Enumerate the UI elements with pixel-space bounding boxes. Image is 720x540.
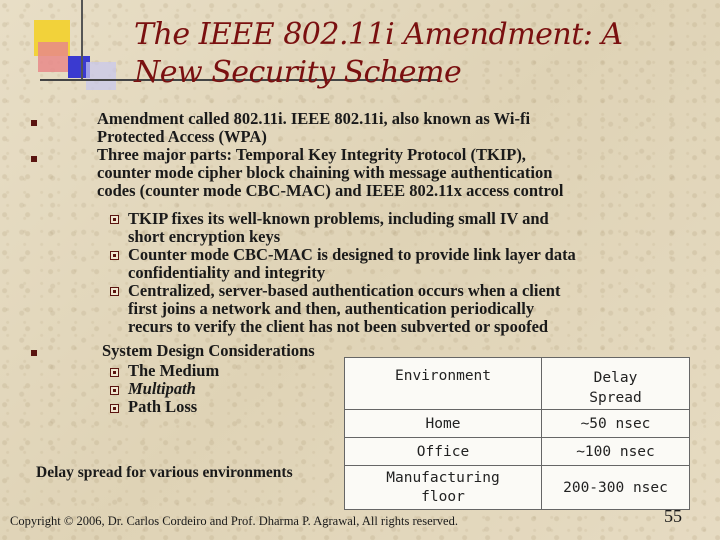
- text-line: short encryption keys: [128, 226, 281, 246]
- table-cell: [345, 438, 542, 466]
- title-line-1: The IEEE 802.11i Amendment: A: [134, 17, 623, 52]
- header-text: Environment: [394, 368, 492, 384]
- table-row: [345, 466, 690, 510]
- sub-bullet-marker: [110, 287, 119, 296]
- table-cell: [345, 410, 542, 438]
- page-title: [134, 16, 694, 92]
- header-text: Spread: [589, 390, 642, 406]
- text-line: System Design Considerations: [102, 341, 315, 360]
- text-line: codes (counter mode CBC-MAC) and IEEE 802.11x access control: [97, 180, 564, 200]
- bullet-marker: [31, 120, 37, 126]
- sub-bullet-marker: [110, 386, 119, 395]
- text-line: confidentiality and integrity: [128, 262, 326, 282]
- sub-bullet-pathloss: [128, 398, 197, 416]
- sub-bullet-ccm: [128, 246, 576, 282]
- table-caption: Delay spread for various environments: [36, 464, 293, 481]
- bullet-3-text: [102, 342, 315, 360]
- sub-bullet-marker: [110, 215, 119, 224]
- bullet-marker: [31, 156, 37, 162]
- text-line: Three major parts: Temporal Key Integrity Protocol (TKIP),: [97, 145, 526, 164]
- deco-red-square: [38, 42, 68, 72]
- text-line: Amendment called 802.11i. IEEE 802.11i, also known as Wi-fi: [97, 109, 531, 128]
- sub-bullet-marker: [110, 404, 119, 413]
- text-line: counter mode cipher block chaining with message authentication: [97, 162, 553, 182]
- copyright-footer: Copyright © 2006, Dr. Carlos Cordeiro and Prof. Dharma P. Agrawal, All rights reserved.: [10, 514, 458, 528]
- sub-bullet-marker: [110, 368, 119, 377]
- cell-text: floor: [421, 488, 465, 505]
- table-cell: [542, 466, 690, 510]
- cell-text: Office: [416, 443, 470, 460]
- bullet-1-text: [97, 110, 530, 146]
- sub-bullet-medium: [128, 362, 219, 380]
- cell-text: ~100 nsec: [576, 443, 655, 460]
- table-cell: [542, 410, 690, 438]
- delay-spread-table: [344, 357, 690, 510]
- page-number: 55: [664, 506, 682, 526]
- bullet-2-text: [97, 146, 563, 199]
- cell-text: Manufacturing: [386, 469, 500, 486]
- text-line: first joins a network and then, authentication periodically: [128, 298, 535, 318]
- deco-light-square: [86, 62, 116, 90]
- cell-text: Home: [425, 415, 461, 432]
- table-cell: [542, 438, 690, 466]
- text-line: Counter mode CBC-MAC is designed to provide link layer data: [128, 245, 576, 264]
- text-line: TKIP fixes its well-known problems, including small IV and: [128, 209, 549, 228]
- text-line: Protected Access (WPA): [97, 126, 267, 146]
- sub-bullet-marker: [110, 251, 119, 260]
- header-environment: [345, 358, 542, 410]
- title-vertical-rule: [81, 0, 83, 80]
- text-line: The Medium: [128, 361, 220, 380]
- title-line-2: New Security Scheme: [134, 55, 462, 90]
- cell-text: 200-300 nsec: [563, 479, 668, 496]
- table-row: [345, 438, 690, 466]
- text-line: Path Loss: [128, 397, 198, 416]
- header-text: Delay: [593, 370, 638, 386]
- text-line: Centralized, server-based authentication occurs when a client: [128, 281, 561, 300]
- table-row: [345, 410, 690, 438]
- sub-bullet-multipath: [128, 380, 196, 398]
- table-cell: [345, 466, 542, 510]
- cell-text: ~50 nsec: [580, 415, 651, 432]
- text-line: Multipath: [128, 379, 196, 398]
- bullet-marker: [31, 350, 37, 356]
- header-delay-spread: [542, 358, 690, 410]
- sub-bullet-auth: [128, 282, 560, 335]
- sub-bullet-tkip: [128, 210, 549, 246]
- table-header-row: [345, 358, 690, 410]
- text-line: recurs to verify the client has not been subverted or spoofed: [128, 316, 549, 336]
